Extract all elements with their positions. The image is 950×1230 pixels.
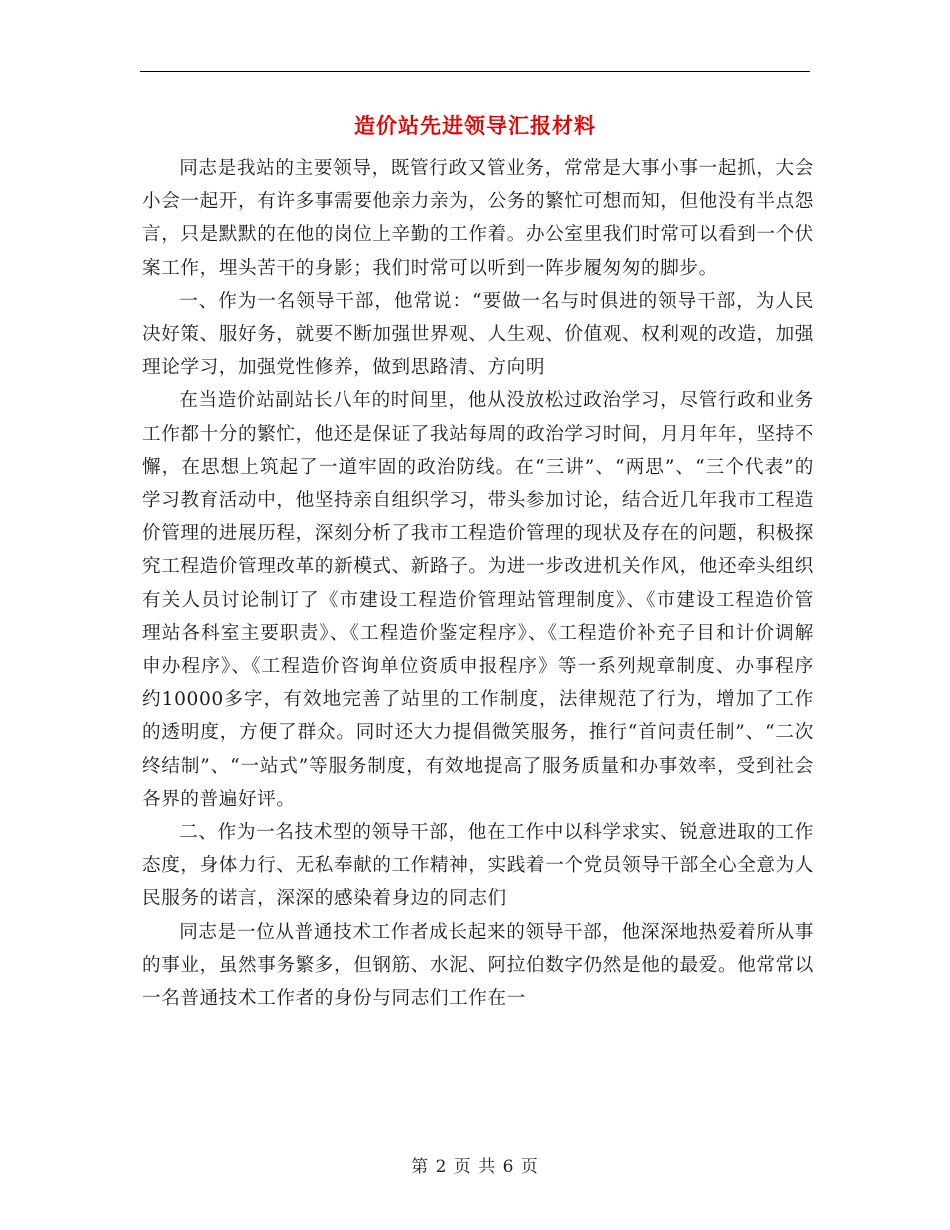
page-number-footer: 第 2 页 共 6 页 bbox=[411, 1157, 539, 1177]
paragraph: 同志是我站的主要领导，既管行政又管业务，常常是大事小事一起抓，大会小会一起开，有许多事需要他亲力亲为，公务的繁忙可想而知，但他没有半点怨言，只是默默的在他的岗位上辛勤的工作着。办公室里我们时常可以看到一个伏案工作，埋头苦干的身影；我们时常可以听到一阵步履匆匆的脚步。 bbox=[142, 158, 814, 279]
header-rule bbox=[140, 71, 810, 72]
paragraph: 一、作为一名领导干部，他常说：“要做一名与时俱进的领导干部，为人民决好策、服好务，就要不断加强世界观、人生观、价值观、权利观的改造，加强理论学习，加强党性修养，做到思路清、方向明 bbox=[142, 290, 814, 379]
document-body bbox=[142, 152, 814, 1015]
paragraph: 二、作为一名技术型的领导干部，他在工作中以科学求实、锐意进取的工作态度，身体力行、无私奉献的工作精神，实践着一个党员领导干部全心全意为人民服务的诺言，深深的感染着身边的同志们 bbox=[142, 822, 814, 910]
paragraph: 在当造价站副站长八年的时间里，他从没放松过政治学习，尽管行政和业务工作都十分的繁忙，他还是保证了我站每周的政治学习时间，月月年年，坚持不懈，在思想上筑起了一道牢固的政治防线。在“三讲”、“两思”、“三个代表”的学习教育活动中，他坚持亲自组织学习，带头参加讨论，结合近几年我市工程造价管理的进展历程，深刻分析了我市工程造价管理的现状及存在的问题，积极探究工程造价管理改革的新模式、新路子。为进一步改进机关作风，他还牵头组织有关人员讨论制订了《市建设工程造价管理站管理制度》、《市建设工程造价管理站各科室主要职责》、《工程造价鉴定程序》、《工程造价补充子目和计价调解申办程序》、《工程造价咨询单位资质申报程序》等一系列规章制度、办事程序约10000多字，有效地完善了站里的工作制度，法律规范了行为，增加了工作的透明度，方便了群众。同时还大力提倡微笑服务，推行“首问责任制”、“二次终结制”、“一站式”等服务制度，有效地提高了服务质量和办事效率，受到社会各界的普遍好评。 bbox=[142, 390, 814, 810]
paragraph: 同志是一位从普通技术工作者成长起来的领导干部，他深深地热爱着所从事的事业，虽然事务繁多，但钢筋、水泥、阿拉伯数字仍然是他的最爱。他常常以一名普通技术工作者的身份与同志们工作在一 bbox=[142, 921, 814, 1010]
document-title: 造价站先进领导汇报材料 bbox=[354, 113, 596, 138]
